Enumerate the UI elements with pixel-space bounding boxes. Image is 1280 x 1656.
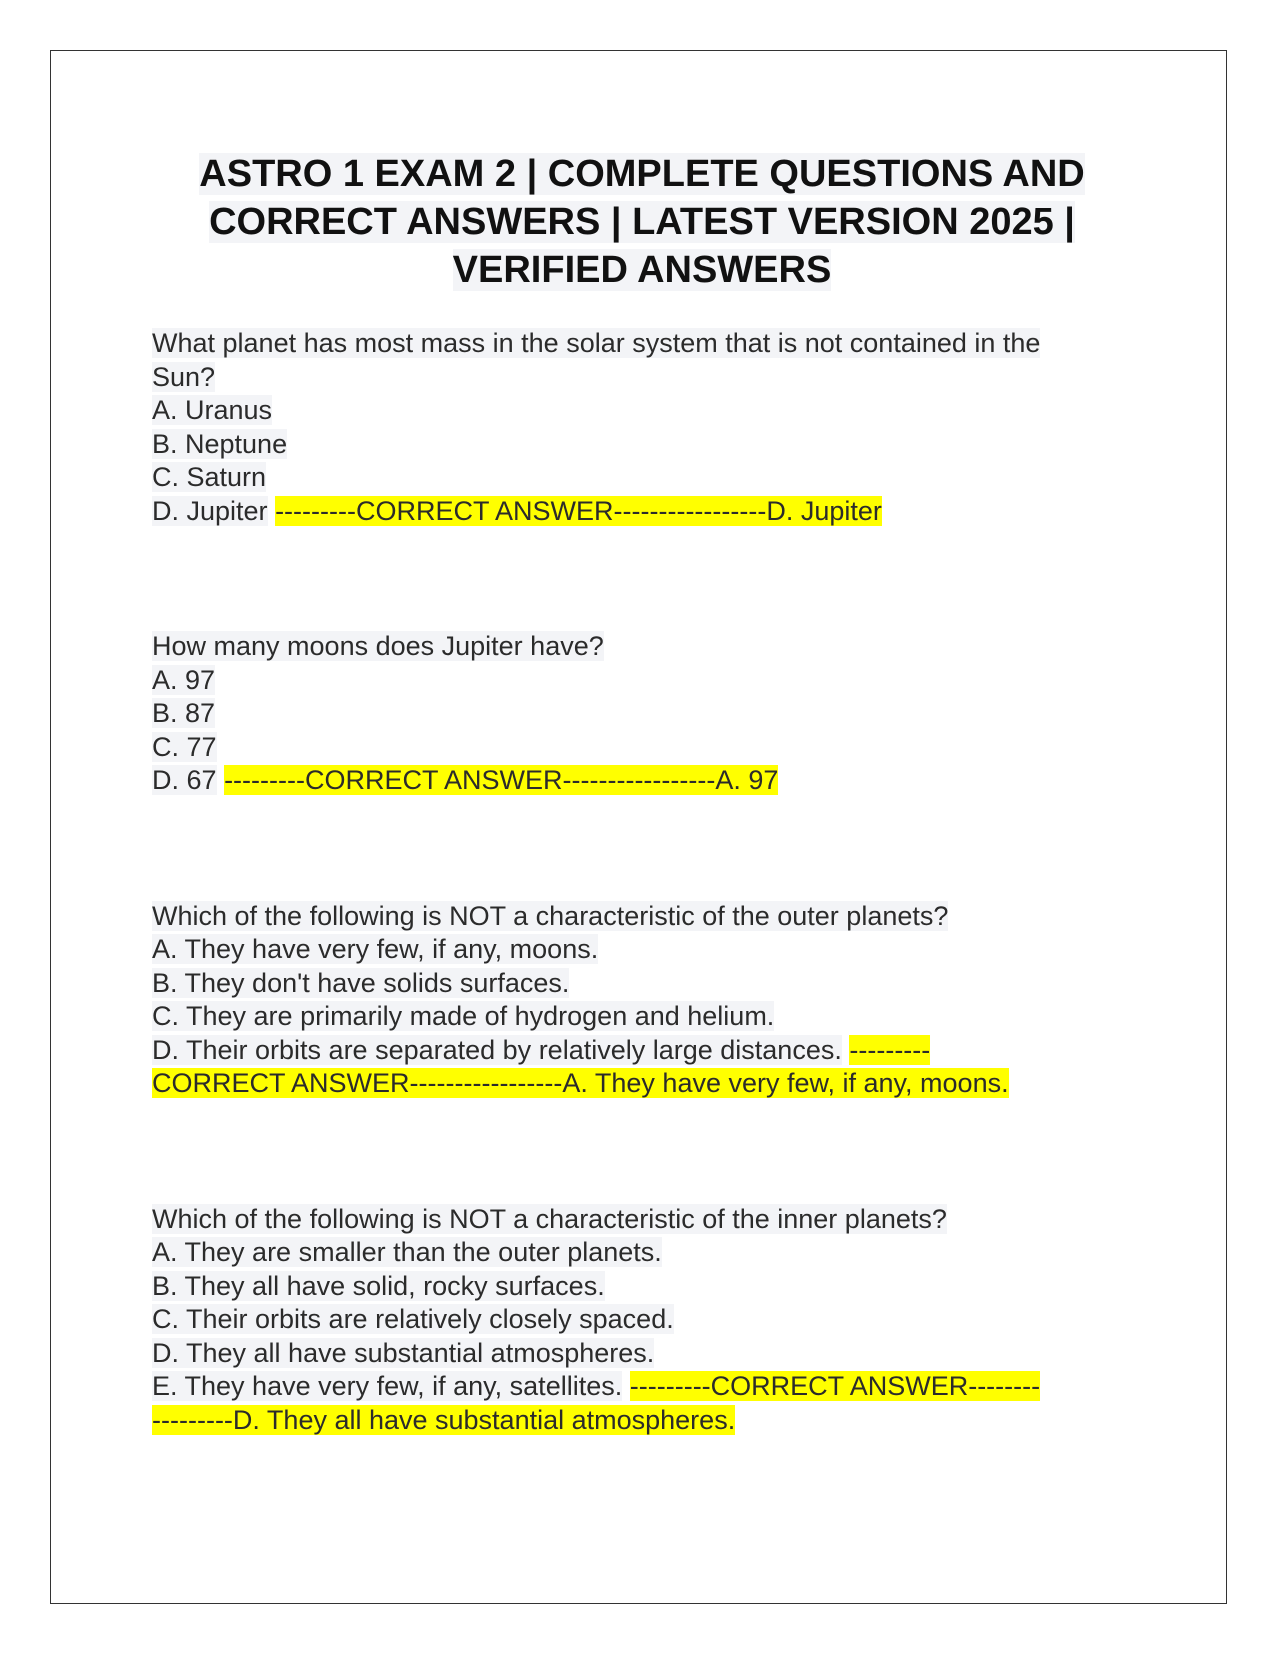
option-d: D. Jupiter xyxy=(152,495,268,526)
option-d: D. 67 xyxy=(152,765,217,795)
option-a: A. They are smaller than the outer planets. xyxy=(152,1237,662,1267)
question-text: Which of the following is NOT a characteristic of the outer planets? xyxy=(152,900,949,931)
option-b: B. Neptune xyxy=(152,428,288,459)
option-a: A. Uranus xyxy=(152,395,273,425)
question-text: Which of the following is NOT a characteristic of the inner planets? xyxy=(152,1203,947,1234)
option-d: D. They all have substantial atmospheres. xyxy=(152,1337,655,1368)
question-block-3 xyxy=(152,900,1132,1101)
question-block-1 xyxy=(152,327,1132,528)
question-text-cont: Sun? xyxy=(152,361,216,392)
option-a: A. 97 xyxy=(152,664,216,695)
document-body xyxy=(152,150,1132,1437)
correct-answer-highlight: ---------CORRECT ANSWER-----------------D. Jupiter xyxy=(275,495,882,526)
correct-answer-highlight: --------- xyxy=(849,1034,931,1065)
option-b: B. They don't have solids surfaces. xyxy=(152,967,570,998)
option-c: C. Saturn xyxy=(152,462,267,492)
question-text: What planet has most mass in the solar system that is not contained in the xyxy=(152,328,1041,358)
correct-answer-highlight: ---------CORRECT ANSWER-------- xyxy=(629,1371,1041,1401)
option-b: B. 87 xyxy=(152,698,216,728)
document-title xyxy=(152,150,1132,294)
option-c: C. They are primarily made of hydrogen and helium. xyxy=(152,1001,775,1031)
title-line-1: ASTRO 1 EXAM 2 | COMPLETE QUESTIONS AND xyxy=(199,153,1085,195)
correct-answer-highlight: ---------CORRECT ANSWER-----------------A. 97 xyxy=(224,765,779,795)
title-line-2: CORRECT ANSWERS | LATEST VERSION 2025 | xyxy=(209,201,1075,243)
question-block-4 xyxy=(152,1203,1132,1438)
correct-answer-highlight-cont: CORRECT ANSWER-----------------A. They have very few, if any, moons. xyxy=(152,1068,1009,1098)
option-c: C. Their orbits are relatively closely spaced. xyxy=(152,1304,674,1334)
option-c: C. 77 xyxy=(152,731,217,762)
option-e: E. They have very few, if any, satellites. xyxy=(152,1371,623,1401)
correct-answer-highlight-cont: ---------D. They all have substantial atmospheres. xyxy=(152,1404,736,1435)
option-b: B. They all have solid, rocky surfaces. xyxy=(152,1270,605,1301)
question-block-2 xyxy=(152,630,1132,798)
option-d: D. Their orbits are separated by relatively large distances. xyxy=(152,1034,842,1065)
question-text: How many moons does Jupiter have? xyxy=(152,631,604,661)
title-line-3: VERIFIED ANSWERS xyxy=(452,249,832,291)
option-a: A. They have very few, if any, moons. xyxy=(152,934,599,964)
